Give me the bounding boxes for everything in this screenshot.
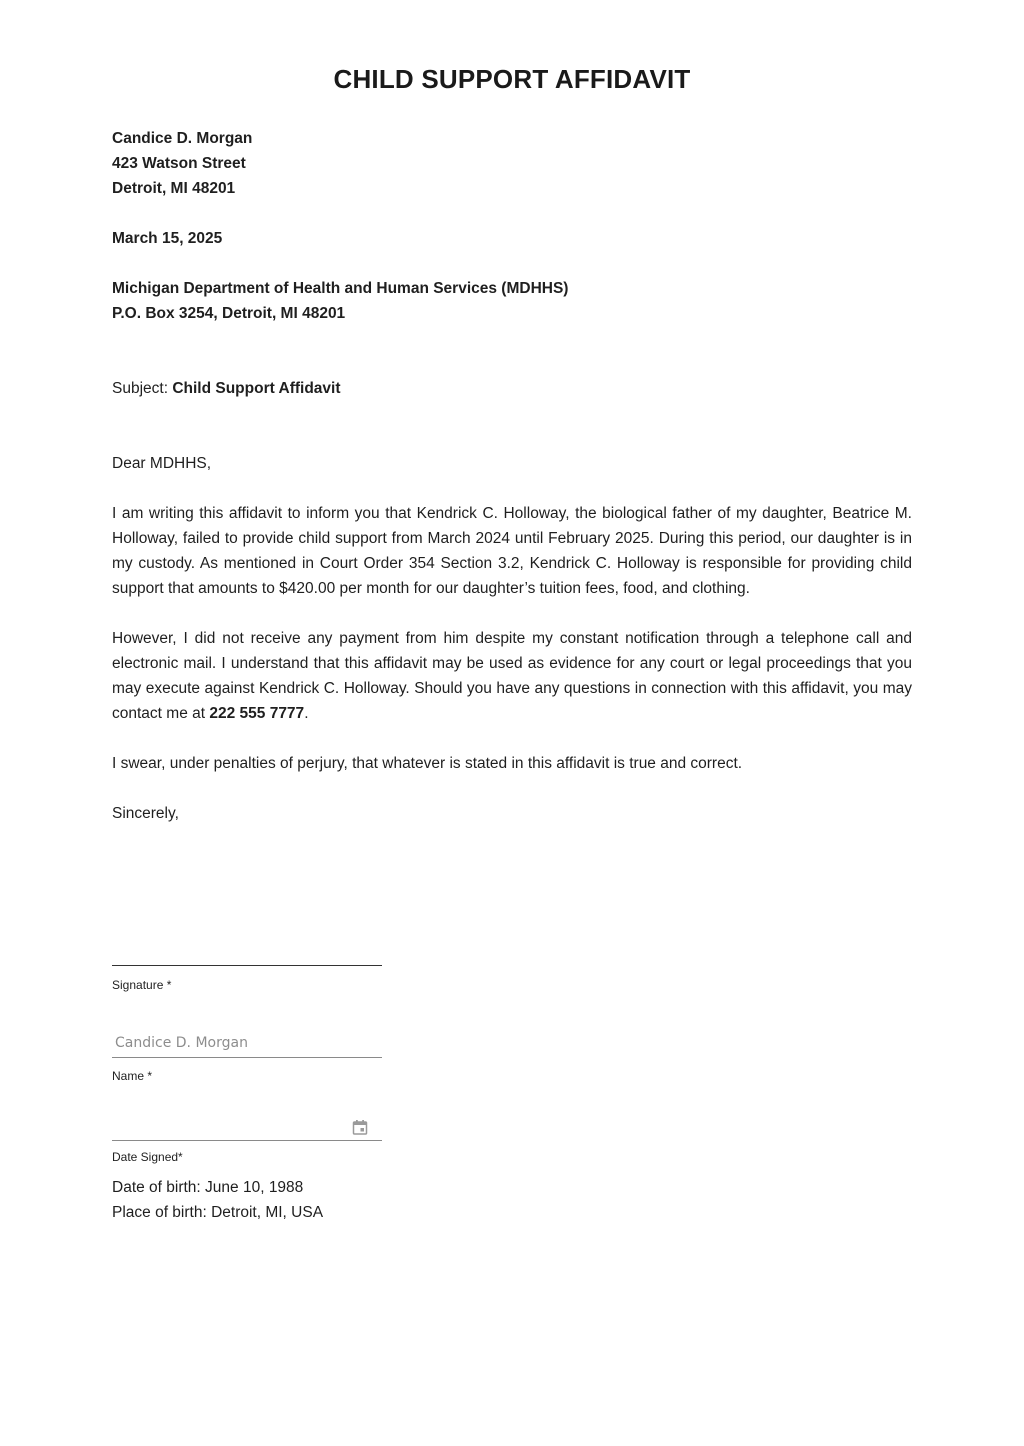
subject-value: Child Support Affidavit xyxy=(172,380,341,397)
letter-date: March 15, 2025 xyxy=(112,230,223,247)
paragraph-2-end: . xyxy=(304,705,309,722)
body-paragraph-1: I am writing this affidavit to inform you that Kendrick C. Holloway, the biological father of my daughter, Beatrice M. Holloway, failed to provide child support from March 2024 until February 2025. During this period, our daughter is in my custody. As mentioned in Court Order 354 Section 3.2, Kendrick C. Holloway is responsible for providing child support that amounts to $420.00 per month for our daughter’s tuition fees, food, and clothing. xyxy=(112,505,912,597)
body-paragraph-2 xyxy=(112,626,912,726)
document-title: CHILD SUPPORT AFFIDAVIT xyxy=(333,64,691,94)
recipient-po-box: P.O. Box 3254, Detroit, MI 48201 xyxy=(112,305,346,322)
place-of-birth: Place of birth: Detroit, MI, USA xyxy=(112,1204,324,1221)
subject-line xyxy=(112,376,912,401)
subject-label: Subject: xyxy=(112,380,169,397)
closing: Sincerely, xyxy=(112,805,179,822)
contact-phone: 222 555 7777 xyxy=(209,705,305,722)
paragraph-2-text: However, I did not receive any payment from him despite my constant notification through a telephone call and electronic mail. I understand that this affidavit may be used as evidence for any court or legal proceedings that you may execute against Kendrick C. Holloway. Should you have any questions in connection with this affidavit, you may contact me at xyxy=(112,630,912,722)
date-of-birth: Date of birth: June 10, 1988 xyxy=(112,1179,304,1196)
name-field[interactable] xyxy=(112,1033,382,1058)
sender-street: 423 Watson Street xyxy=(112,155,246,172)
recipient-org: Michigan Department of Health and Human Services (MDHHS) xyxy=(112,280,569,297)
sender-city: Detroit, MI 48201 xyxy=(112,180,236,197)
name-value: Candice D. Morgan xyxy=(115,1035,248,1051)
date-signed-field[interactable] xyxy=(112,1116,382,1141)
signature-line[interactable] xyxy=(112,965,382,966)
sender-name: Candice D. Morgan xyxy=(112,130,253,147)
birth-details xyxy=(112,1175,912,1225)
salutation: Dear MDHHS, xyxy=(112,455,212,472)
signature-label: Signature * xyxy=(112,978,172,992)
recipient-address xyxy=(112,276,912,326)
oath-statement: I swear, under penalties of perjury, that whatever is stated in this affidavit is true and correct. xyxy=(112,755,743,772)
name-label: Name * xyxy=(112,1069,153,1083)
date-signed-label: Date Signed* xyxy=(112,1150,183,1164)
calendar-icon[interactable] xyxy=(352,1119,368,1135)
sender-address xyxy=(112,126,912,201)
